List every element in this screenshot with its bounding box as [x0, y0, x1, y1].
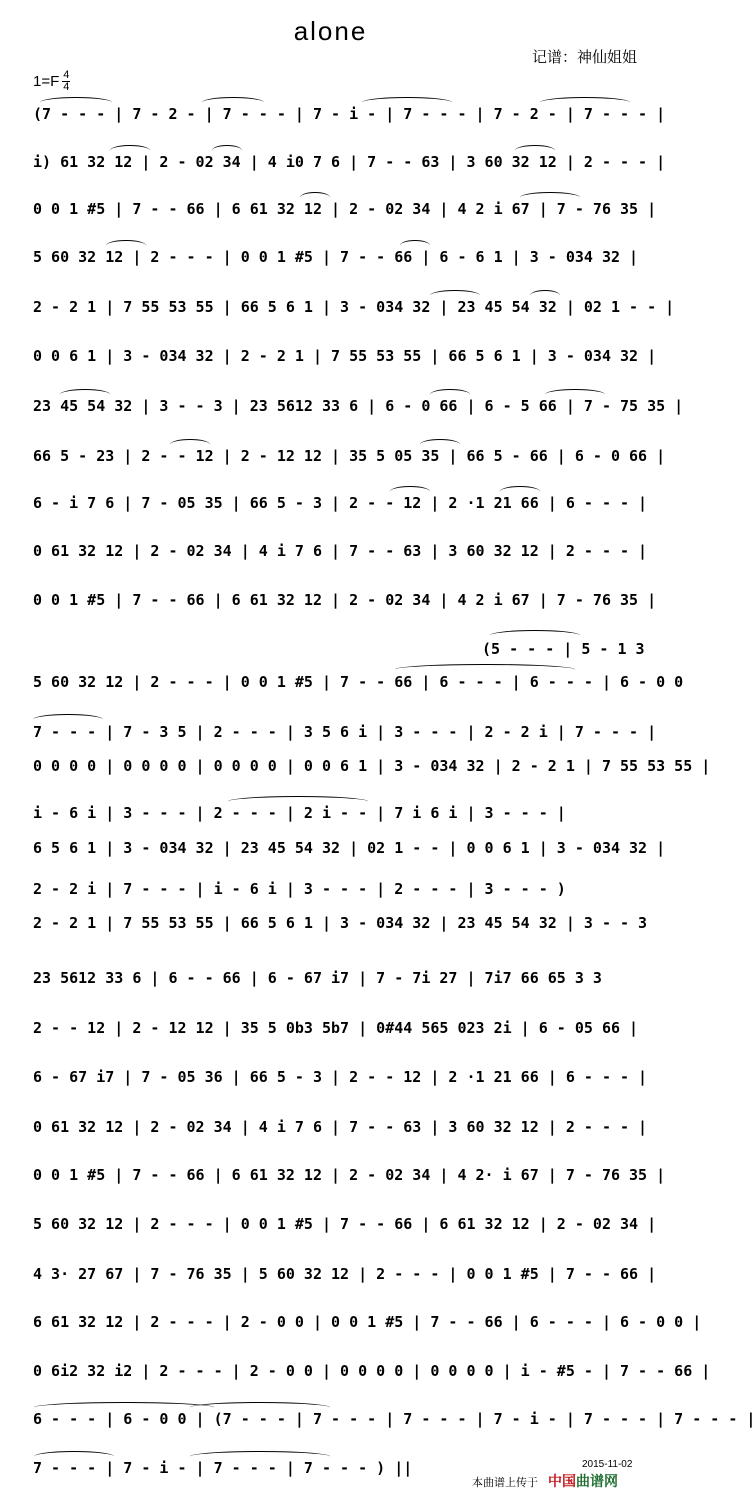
page-title: alone — [293, 16, 368, 46]
slur-arc — [515, 145, 555, 156]
score-line: 5 60 32 12 | 2 - - - | 0 0 1 #5 | 7 - - 66 | 6 61 32 12 | 2 - 02 34 | — [33, 1215, 657, 1233]
score-line: 0 61 32 12 | 2 - 02 34 | 4 i 7 6 | 7 - - 63 | 3 60 32 12 | 2 - - - | — [33, 542, 648, 560]
score-line: 23 45 54 32 | 3 - - 3 | 23 5612 33 6 | 6 - 0 66 | 6 - 5 66 | 7 - 75 35 | — [33, 397, 684, 415]
key-label: 1=F — [33, 73, 60, 90]
slur-arc — [190, 1402, 330, 1413]
slur-arc — [300, 192, 330, 203]
score-line: 0 0 6 1 | 3 - 034 32 | 2 - 2 1 | 7 55 53 55 | 66 5 6 1 | 3 - 034 32 | — [33, 347, 657, 365]
slur-arc — [490, 630, 580, 641]
upload-note: 本曲谱上传于 — [472, 1476, 538, 1489]
score-line: i) 61 32 12 | 2 - 02 34 | 4 i0 7 6 | 7 - - 63 | 3 60 32 12 | 2 - - - | — [33, 153, 666, 171]
slur-arc — [34, 1402, 214, 1413]
score-line: 6 5 6 1 | 3 - 034 32 | 23 45 54 32 | 02 1 - - | 0 0 6 1 | 3 - 034 32 | — [33, 839, 666, 857]
slur-arc — [362, 97, 452, 108]
slur-arc — [228, 796, 368, 807]
upload-date: 2015-11-02 — [582, 1459, 633, 1470]
slur-arc — [170, 439, 210, 450]
score-line: 7 - - - | 7 - i - | 7 - - - | 7 - - - ) || — [33, 1459, 413, 1477]
score-line: 2 - 2 i | 7 - - - | i - 6 i | 3 - - - | 2 - - - | 3 - - - ) — [33, 880, 566, 898]
score-line: i - 6 i | 3 - - - | 2 - - - | 2 i - - | 7 i 6 i | 3 - - - | — [33, 804, 566, 822]
slur-arc — [190, 1451, 330, 1462]
score-line: 0 6i2 32 i2 | 2 - - - | 2 - 0 0 | 0 0 0 0 | 0 0 0 0 | i - #5 - | 7 - - 66 | — [33, 1362, 711, 1380]
score-line: 5 60 32 12 | 2 - - - | 0 0 1 #5 | 7 - - 66 | 6 - - - | 6 - - - | 6 - 0 0 — [33, 673, 684, 691]
time-denominator: 4 — [63, 81, 70, 93]
score-line: 0 61 32 12 | 2 - 02 34 | 4 i 7 6 | 7 - - 63 | 3 60 32 12 | 2 - - - | — [33, 1118, 648, 1136]
slur-arc — [106, 240, 146, 251]
score-line: 5 60 32 12 | 2 - - - | 0 0 1 #5 | 7 - - 66 | 6 - 6 1 | 3 - 034 32 | — [33, 248, 639, 266]
score-line: 0 0 1 #5 | 7 - - 66 | 6 61 32 12 | 2 - 02 34 | 4 2 i 67 | 7 - 76 35 | — [33, 591, 657, 609]
score-line: 6 - i 7 6 | 7 - 05 35 | 66 5 - 3 | 2 - - 12 | 2 ·1 21 66 | 6 - - - | — [33, 494, 648, 512]
slur-arc — [530, 290, 560, 301]
slur-arc — [430, 389, 470, 400]
site-logo — [548, 1471, 618, 1491]
slur-arc — [420, 439, 460, 450]
slur-arc — [390, 486, 430, 497]
score-line: 6 61 32 12 | 2 - - - | 2 - 0 0 | 0 0 1 #5 | 7 - - 66 | 6 - - - | 6 - 0 0 | — [33, 1313, 702, 1331]
score-line: 0 0 1 #5 | 7 - - 66 | 6 61 32 12 | 2 - 02 34 | 4 2 i 67 | 7 - 76 35 | — [33, 200, 657, 218]
site-logo-part1: 中国 — [548, 1474, 576, 1490]
slur-arc — [34, 1451, 114, 1462]
slur-arc — [395, 664, 575, 675]
score-line: 4 3· 27 67 | 7 - 76 35 | 5 60 32 12 | 2 - - - | 0 0 1 #5 | 7 - - 66 | — [33, 1265, 657, 1283]
slur-arc — [540, 97, 630, 108]
score-line: 2 - 2 1 | 7 55 53 55 | 66 5 6 1 | 3 - 034 32 | 23 45 54 32 | 3 - - 3 — [33, 914, 648, 932]
score-line: 2 - - 12 | 2 - 12 12 | 35 5 0b3 5b7 | 0#44 565 023 2i | 6 - 05 66 | — [33, 1019, 639, 1037]
slur-arc — [60, 389, 110, 400]
score-line: 2 - 2 1 | 7 55 53 55 | 66 5 6 1 | 3 - 034 32 | 23 45 54 32 | 02 1 - - | — [33, 298, 675, 316]
score-line: 0 0 1 #5 | 7 - - 66 | 6 61 32 12 | 2 - 02 34 | 4 2· i 67 | 7 - 76 35 | — [33, 1166, 666, 1184]
slur-arc — [40, 97, 112, 108]
score-line: 23 5612 33 6 | 6 - - 66 | 6 - 67 i7 | 7 - 7i 27 | 7i7 66 65 3 3 — [33, 969, 602, 987]
slur-arc — [110, 145, 150, 156]
slur-arc — [520, 192, 580, 203]
slur-arc — [33, 714, 103, 725]
slur-arc — [430, 290, 480, 301]
transcriber-credit: 记谱：神仙姐姐 — [531, 48, 637, 66]
slur-arc — [400, 240, 430, 251]
slur-arc — [545, 389, 605, 400]
slur-arc — [202, 97, 264, 108]
time-numerator: 4 — [63, 69, 70, 81]
slur-arc — [500, 486, 540, 497]
score-line: (5 - - - | 5 - 1 3 — [482, 640, 645, 658]
slur-arc — [212, 145, 242, 156]
score-line: 66 5 - 23 | 2 - - 12 | 2 - 12 12 | 35 5 05 35 | 66 5 - 66 | 6 - 0 66 | — [33, 447, 666, 465]
score-line: (7 - - - | 7 - 2 - | 7 - - - | 7 - i - | 7 - - - | 7 - 2 - | 7 - - - | — [33, 105, 666, 123]
score-line: 0 0 0 0 | 0 0 0 0 | 0 0 0 0 | 0 0 6 1 | 3 - 034 32 | 2 - 2 1 | 7 55 53 55 | — [33, 757, 711, 775]
score-line: 7 - - - | 7 - 3 5 | 2 - - - | 3 5 6 i | 3 - - - | 2 - 2 i | 7 - - - | — [33, 723, 657, 741]
score-line: 6 - 67 i7 | 7 - 05 36 | 66 5 - 3 | 2 - - 12 | 2 ·1 21 66 | 6 - - - | — [33, 1068, 648, 1086]
score-line: 6 - - - | 6 - 0 0 | (7 - - - | 7 - - - | 7 - - - | 7 - i - | 7 - - - | 7 - - - | — [33, 1410, 755, 1428]
site-logo-part2: 曲谱网 — [576, 1474, 618, 1490]
